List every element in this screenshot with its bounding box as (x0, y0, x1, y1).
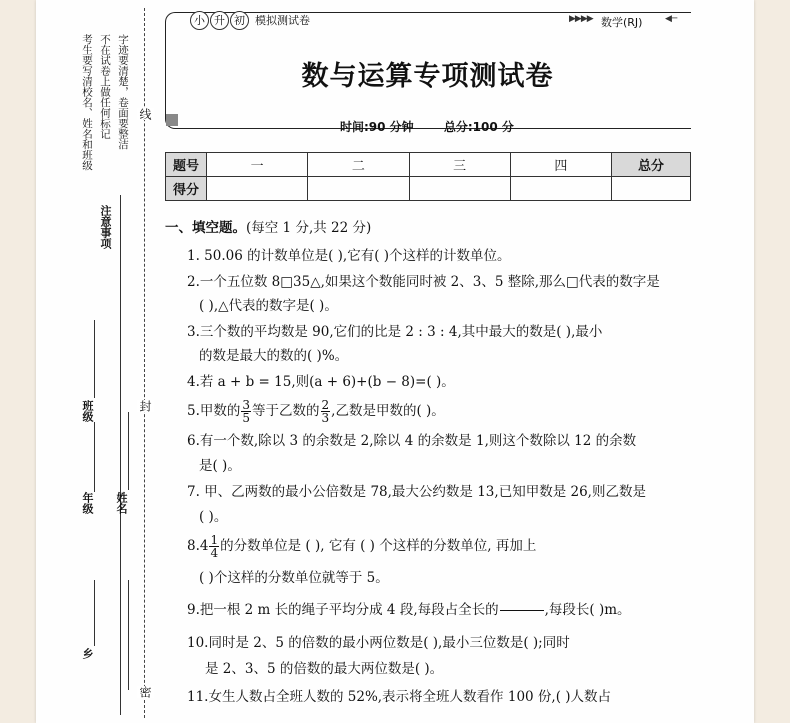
question-1: 1. 50.06 的计数单位是( ),它有( )个这样的计数单位。 (187, 248, 511, 264)
fraction-1-4 (209, 534, 219, 559)
question-7-line-1: 7. 甲、乙两数的最小公倍数是 78,最大公约数是 13,已知甲数是 26,则乙数是 (187, 484, 646, 500)
fraction-numerator: 3 (242, 398, 251, 412)
notes-text-3: 字迹要清楚，卷面要整洁 (117, 34, 129, 150)
seal-mark-seal: 封 (138, 400, 152, 412)
question-5-pre: 5.甲数的 (187, 403, 241, 419)
fraction-denominator: 5 (242, 411, 251, 425)
page-title: 数与运算专项测试卷 (301, 61, 554, 92)
question-5-post: ,乙数是甲数的( )。 (331, 403, 445, 419)
field-extra-line[interactable] (128, 580, 129, 690)
question-9-pre: 9.把一根 2 m 长的绳子平均分成 4 段,每段占全长的 (187, 602, 499, 618)
field-name-line[interactable] (128, 412, 129, 490)
fraction-numerator: 2 (321, 398, 330, 412)
question-8-line-1 (187, 534, 536, 559)
series-char-1: 小 (190, 11, 209, 30)
question-8-line-2: ( )个这样的分数单位就等于 5。 (199, 570, 389, 586)
question-5-mid: 等于乙数的 (252, 403, 320, 419)
question-8-post: 的分数单位是 ( ), 它有 ( ) 个这样的分数单位, 再加上 (220, 538, 537, 554)
exam-time: 时间:90 分钟 (340, 120, 414, 134)
fraction-3-5 (241, 399, 251, 424)
subject-label: 数学(RJ) (601, 16, 643, 29)
field-name-label: 姓名 (115, 492, 128, 514)
series-suffix: 模拟测试卷 (255, 14, 310, 27)
field-grade-label: 年级 (81, 492, 94, 514)
question-9-post: ,每段长( )m。 (544, 602, 631, 618)
question-4: 4.若 a + b = 15,则(a + 6)+(b − 8)=( )。 (187, 374, 455, 390)
section-heading (165, 216, 371, 236)
question-2-line-1: 2.一个五位数 8□35△,如果这个数能同时被 2、3、5 整除,那么□代表的数字是 (187, 274, 660, 290)
series-char-2: 升 (210, 11, 229, 30)
fraction-denominator: 4 (210, 546, 219, 560)
question-7-line-2: ( )。 (199, 509, 228, 525)
question-3-line-2: 的数是最大的数的( )%。 (199, 348, 349, 364)
fraction-2-3 (321, 399, 331, 424)
arrow-right-icon: ▶▶▶▶ (569, 14, 593, 24)
section-note: (每空 1 分,共 22 分) (246, 220, 372, 236)
field-class-label: 班级 (81, 400, 94, 422)
notes-title: 注意事项 (99, 205, 112, 249)
answer-fraction-blank[interactable] (500, 599, 544, 622)
section-title: 一、填空题。 (165, 220, 246, 236)
question-10-line-2: 是 2、3、5 的倍数的最大两位数是( )。 (205, 661, 444, 677)
exam-total: 总分:100 分 (443, 120, 514, 134)
field-village-line[interactable] (94, 580, 95, 646)
score-row-label: 得分 (166, 177, 207, 201)
seal-mark-secret: 密 (138, 686, 152, 698)
question-10-line-1: 10.同时是 2、5 的倍数的最小两位数是( ),最小三位数是( );同时 (187, 635, 570, 651)
score-table (165, 152, 691, 201)
score-input-1[interactable] (207, 177, 308, 201)
score-cell-label: 题号 (166, 153, 207, 177)
score-cell-1: 一 (207, 153, 308, 177)
field-grade-line[interactable] (94, 422, 95, 492)
series-char-3: 初 (230, 11, 249, 30)
question-5 (187, 399, 445, 424)
score-table-header-row (166, 153, 691, 177)
question-9 (187, 599, 631, 622)
series-badge (190, 10, 310, 30)
score-input-3[interactable] (409, 177, 510, 201)
question-6-line-2: 是( )。 (199, 458, 241, 474)
fraction-denominator: 3 (321, 411, 330, 425)
question-6-line-1: 6.有一个数,除以 3 的余数是 2,除以 4 的余数是 1,则这个数除以 12 的余数 (187, 433, 637, 449)
score-input-total[interactable] (612, 177, 691, 201)
question-3-line-1: 3.三个数的平均数是 90,它们的比是 2 : 3 : 4,其中最大的数是( ),最小 (187, 324, 603, 340)
notes-text-1: 考生要写清校名、姓名和班级 (81, 34, 93, 171)
notes-divider (120, 195, 121, 715)
score-cell-3: 三 (409, 153, 510, 177)
score-cell-total: 总分 (612, 153, 691, 177)
field-class-line[interactable] (94, 320, 95, 398)
question-11: 11.女生人数占全班人数的 52%,表示将全班人数看作 100 份,( )人数占 (187, 689, 612, 705)
arrow-left-icon: ◀─ (665, 14, 678, 24)
exam-meta (340, 118, 514, 135)
field-village-label: 乡 (81, 648, 94, 659)
seal-mark-line: 线 (138, 108, 152, 120)
fraction-numerator: 1 (210, 533, 219, 547)
question-2-line-2: ( ),△代表的数字是( )。 (199, 298, 338, 314)
score-input-4[interactable] (510, 177, 611, 201)
corner-block-icon (166, 114, 178, 126)
notes-text-2: 不在试卷上做任何标记 (99, 34, 111, 139)
question-8-pre: 8.4 (187, 538, 209, 554)
score-table-score-row (166, 177, 691, 201)
score-cell-2: 二 (308, 153, 409, 177)
score-input-2[interactable] (308, 177, 409, 201)
score-cell-4: 四 (510, 153, 611, 177)
